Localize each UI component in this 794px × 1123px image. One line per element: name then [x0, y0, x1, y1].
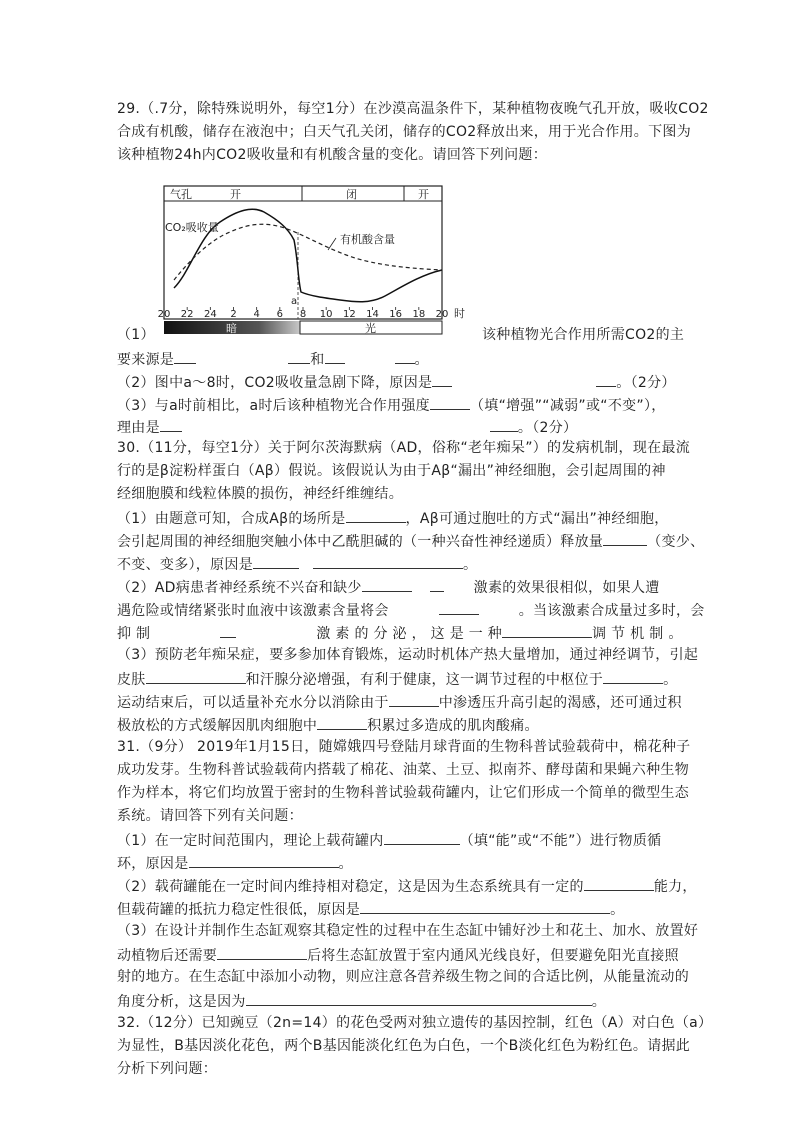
stomata-open-label: 开 [230, 188, 241, 201]
hour-tick-label: 24 [203, 309, 217, 320]
q32-line-1: 32.（12分）已知豌豆（2n=14）的花色受两对独立遗传的基因控制，红色（A）对白色（a） [117, 1015, 713, 1031]
q32-line-2: 为显性，B基因淡化花色，两个B基因能淡化红色为白色，一个B淡化红色为粉红色。请据此 [117, 1038, 691, 1054]
point-a-label: a [291, 296, 298, 307]
hour-tick-label: 20 [157, 309, 171, 320]
q31-sub3-line3: 射的地方。在生态缸中添加小动物，则应注意各营养级生物之间的合适比例，从能量流动的 [117, 969, 689, 985]
hour-tick-label: 4 [253, 309, 260, 320]
answer-blank[interactable] [288, 348, 310, 364]
answer-blank[interactable] [584, 875, 654, 891]
q31-line-2: 成功发芽。生物科普试验载荷内搭载了棉花、油菜、土豆、拟南芥、酵母菌和果蝇六种生物 [117, 762, 689, 778]
hour-axis [158, 307, 449, 320]
q30-sub3-line4: 极放松的方式缓解因肌肉细胞中 积累过多造成的肌肉酸痛。 [117, 714, 539, 736]
q30-sub1: （1）由题意可知，合成Aβ的场所是 ，Aβ可通过胞吐的方式“漏出”神经细胞， [117, 507, 669, 529]
co2-curve-label: CO₂吸收量 [165, 221, 219, 234]
answer-blank[interactable] [439, 599, 479, 615]
answer-blank[interactable] [346, 507, 406, 523]
q29-line-1: 29.（.7分，除特殊说明外，每空1分）在沙漠高温条件下，某种植物夜晚气孔开放，吸收CO2 [117, 101, 709, 117]
answer-blank[interactable] [317, 714, 367, 730]
stomata-open-label-2: 开 [418, 188, 429, 201]
q31-line-1: 31.（9分） 2019年1月15日，随嫦娥四号登陆月球背面的生物科普试验载荷中，棉花种子 [117, 739, 691, 755]
q29-sub1-line2: 要来源是 和 。 [117, 348, 429, 370]
answer-blank[interactable] [282, 990, 592, 1006]
co2-acid-figure [157, 180, 480, 345]
answer-blank[interactable] [389, 691, 439, 707]
q30-line-2: 行的是β淀粉样蛋白（Aβ）假说。该假说认为由于Aβ“漏出”神经细胞，会引起周围的神 [117, 463, 666, 479]
hour-tick-label: 6 [276, 309, 284, 320]
q29-sub2: （2）图中a～8时，CO2吸收量急剧下降，原因是 。（2分） [117, 371, 676, 393]
q30-sub1-line2: 会引起周围的神经细胞突触小体中乙酰胆碱的（一种兴奋性神经递质）释放量 （变少、 [117, 530, 704, 552]
hour-tick-label: 2 [230, 309, 237, 320]
q30-sub2-line2: 遇危险或情绪紧张时血液中该激素含量将会 。当该激素合成量过多时，会 [117, 599, 705, 621]
q30-sub3-line3: 运动结束后，可以适量补充水分以消除由于 中渗透压升高引起的渴感，还可通过积 [117, 691, 682, 713]
acid-curve-label: 有机酸含量 [340, 233, 395, 246]
hour-tick-label: 22 [180, 309, 194, 320]
answer-blank[interactable] [246, 990, 282, 1006]
answer-blank[interactable] [430, 394, 470, 410]
q30-line-1: 30.（11分，每空1分）关于阿尔茨海默病（AD，俗称“老年痴呆”）的发病机制，现在最流 [117, 440, 691, 456]
q30-sub3-line2: 皮肤 和汗腺分泌增强，有利于健康，这一调节过程的中枢位于 。 [117, 668, 677, 690]
answer-blank[interactable] [360, 898, 610, 914]
light-label: 光 [365, 322, 376, 335]
hour-tick-label: 12 [342, 309, 356, 320]
hour-tick-label: 18 [412, 309, 426, 320]
q29-line-2: 合成有机酸，储存在液泡中；白天气孔关闭，储存的CO2释放出来，用于光合作用。下图为 [117, 124, 691, 140]
stomata-label: 气孔 [170, 188, 192, 201]
hour-unit: 时 [454, 307, 465, 320]
answer-blank[interactable] [220, 622, 236, 638]
q29-line-3: 该种植物24h内CO2吸收量和有机酸含量的变化。请回答下列问题： [117, 147, 547, 163]
q30-line-3: 经细胞膜和线粒体膜的损伤，神经纤维缠结。 [117, 486, 403, 502]
answer-blank[interactable] [146, 668, 246, 684]
q31-line-3: 作为样本，将它们均放置于密封的生物科普试验载荷罐内，让它们形成一个简单的微型生态 [117, 785, 689, 801]
answer-blank[interactable] [432, 371, 452, 387]
answer-blank[interactable] [174, 348, 196, 364]
q31-sub2-line2: 但载荷罐的抵抗力稳定性很低，原因是 。 [117, 898, 624, 920]
q31-line-4: 系统。请回答下列有关问题： [117, 808, 303, 824]
q31-sub1-line2: 环，原因是 。 [117, 852, 353, 874]
answer-blank[interactable] [189, 852, 339, 868]
hour-tick-label: 16 [389, 309, 403, 320]
q29-sub3: （3）与a时前相比，a时后该种植物光合作用强度 （填“增强”“减弱”或“不变”）， [117, 394, 666, 416]
answer-blank[interactable] [502, 622, 592, 638]
figure-frame [164, 186, 442, 319]
answer-blank[interactable] [384, 829, 460, 845]
hour-tick-label: 20 [435, 309, 449, 320]
q29-sub1-tail: 该种植物光合作用所需CO2的主 [482, 327, 685, 343]
answer-blank[interactable] [490, 416, 518, 432]
q31-sub3-line4: 角度分析，这是因为 。 [117, 990, 606, 1012]
answer-blank[interactable] [603, 668, 663, 684]
dark-label: 暗 [226, 322, 237, 335]
answer-blank[interactable] [603, 530, 647, 546]
q30-sub1-line3: 不变、变多），原因是 。 [117, 553, 477, 575]
answer-blank[interactable] [596, 371, 616, 387]
q31-sub3: （3）在设计并制作生态缸观察其稳定性的过程中在生态缸中铺好沙土和花土、加水、放置好 [117, 923, 699, 939]
hour-tick-label: 8 [299, 309, 307, 320]
q31-sub1: （1）在一定时间范围内，理论上载荷罐内 （填“能”或“不能”）进行物质循 [117, 829, 661, 851]
answer-blank[interactable] [313, 553, 463, 569]
answer-blank[interactable] [395, 348, 415, 364]
q31-sub3-line2: 动植物后还需要 后将生态缸放置于室内通风光线良好，但要避免阳光直接照 [117, 944, 679, 966]
answer-blank[interactable] [430, 576, 444, 592]
answer-blank[interactable] [362, 576, 412, 592]
answer-blank[interactable] [325, 348, 345, 364]
q30-sub2: （2）AD病患者神经系统不兴奋和缺少 激素的效果很相似，如果人遭 [117, 576, 660, 598]
answer-blank[interactable] [253, 553, 299, 569]
hour-tick-label: 14 [366, 309, 379, 320]
hour-tick-label: 10 [319, 309, 333, 320]
answer-blank[interactable] [217, 944, 307, 960]
q30-sub2-line3: 抑 制 激 素 的 分 泌 ， 这 是 一 种 调 节 机 制 。 [117, 622, 683, 644]
q29-sub3-line2: 理由是 。（2分） [117, 416, 577, 438]
q30-sub3: （3）预防老年痴呆症，要多参加体育锻炼，运动时机体产热大量增加，通过神经调节，引起 [117, 647, 699, 663]
q32-line-3: 分析下列问题： [117, 1061, 218, 1077]
answer-blank[interactable] [160, 416, 182, 432]
q29-sub1-num: （1） [117, 327, 155, 343]
q31-sub2: （2）载荷罐能在一定时间内维持相对稳定，这是因为生态系统具有一定的 能力， [117, 875, 697, 897]
stomata-closed-label: 闭 [346, 188, 357, 201]
